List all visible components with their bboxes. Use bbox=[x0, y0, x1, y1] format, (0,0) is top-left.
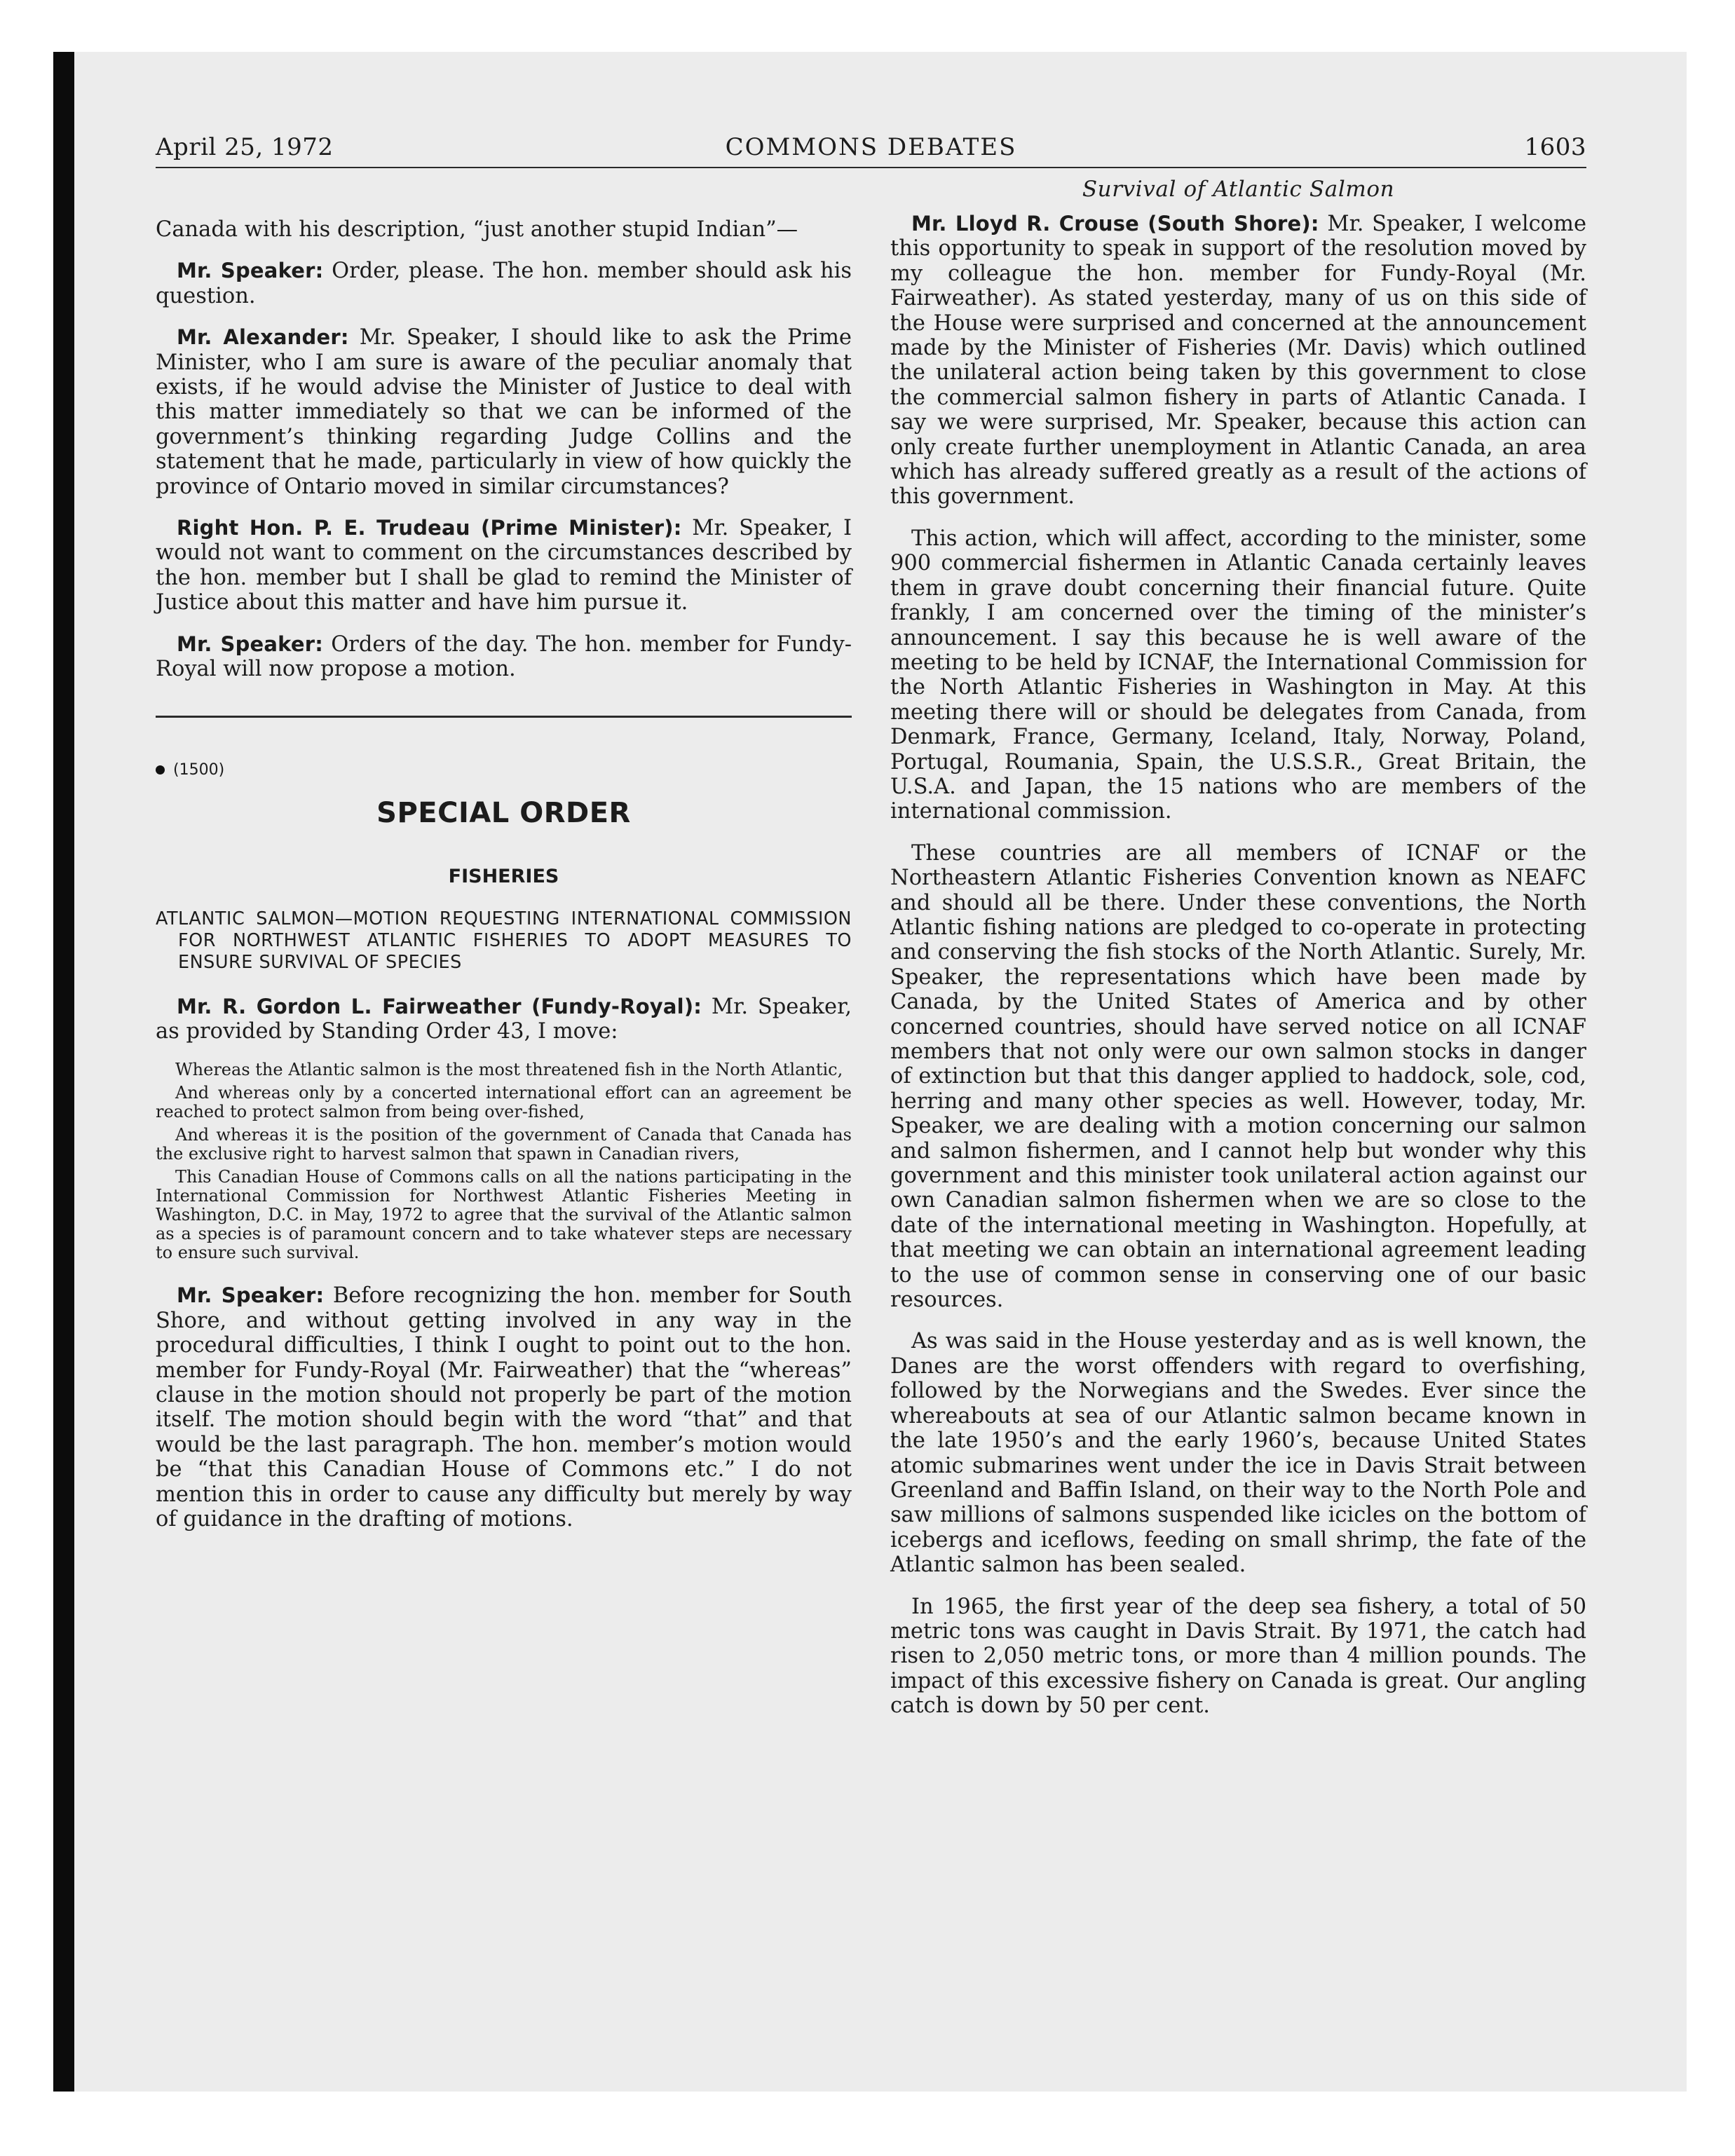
speech-text: Orders of the day. The hon. member for Fundy-Royal will now propose a motion. bbox=[156, 632, 852, 682]
continued-paragraph bbox=[156, 217, 852, 242]
speech-text: Mr. Speaker, as provided by Standing Order 43, I move: bbox=[156, 994, 852, 1044]
speaker-name: Mr. Lloyd R. Crouse (South Shore): bbox=[911, 212, 1319, 236]
header-title: COMMONS DEBATES bbox=[725, 133, 1017, 161]
speaker-name: Mr. R. Gordon L. Fairweather (Fundy-Royal): bbox=[177, 994, 702, 1018]
motion-clause: Whereas the Atlantic salmon is the most threatened fish in the North Atlantic, bbox=[175, 1060, 843, 1080]
motion-clause: And whereas it is the position of the government of Canada that Canada has the exclusive right to harvest salmon that spawn in Canadian rivers, bbox=[156, 1125, 852, 1164]
document-page bbox=[156, 133, 1586, 1928]
motion-text-block bbox=[156, 1060, 852, 1262]
speech-text: Mr. Speaker, I would not want to comment on the circumstances described by the hon. member but I shall be glad to remind the Minister of Justice about this matter and have him pursue it. bbox=[156, 516, 852, 615]
body-paragraph: This action, which will affect, according to the minister, some 900 commercial fishermen in Atlantic Canada certainly leaves them in grave doubt concerning their financial future. Quite frankly, I am concerned over the timing of the minister’s announcement. I say this because he is well aware of the meeting to be held by ICNAF, the International Commission for the North Atlantic Fisheries in Washington in May. At this meeting there will or should be delegates from Canada, from Denmark, France, Germany, Iceland, Italy, Norway, Poland, Portugal, Roumania, Spain, the U.S.S.R., Great Britain, the U.S.A. and Japan, the 15 nations who are members of the international commission. bbox=[890, 526, 1586, 824]
left-column bbox=[156, 217, 852, 1548]
speech-paragraph bbox=[156, 259, 852, 308]
body-paragraph: In 1965, the first year of the deep sea fishery, a total of 50 metric tons was caught in Davis Strait. By 1971, the catch had risen to 2,050 metric tons, or more than 4 million pounds. The impact of this excessive fishery on Canada is great. Our angling catch is down by 50 per cent. bbox=[890, 1594, 1586, 1719]
speech-paragraph bbox=[156, 632, 852, 682]
speaker-name: Mr. Speaker: bbox=[177, 632, 324, 656]
header-rule bbox=[156, 167, 1586, 168]
header-date: April 25, 1972 bbox=[156, 133, 334, 161]
bullet-icon bbox=[156, 765, 165, 775]
body-paragraph: As was said in the House yesterday and as is well known, the Danes are the worst offenders with regard to overfishing, followed by the Norwegians and the Swedes. Ever since the whereabouts at sea of our Atlantic salmon became known in the late 1950’s and the early 1960’s, because United States atomic submarines went under the ice in Davis Strait between Greenland and Baffin Island, on their way to the North Pole and saw millions of salmons suspended like icicles on the bottom of icebergs and iceflows, feeding on small shrimp, the fate of the Atlantic salmon has been sealed. bbox=[890, 1329, 1586, 1578]
speaker-name: Right Hon. P. E. Trudeau (Prime Minister): bbox=[177, 516, 682, 540]
section-divider bbox=[156, 716, 852, 718]
right-column bbox=[890, 177, 1586, 1735]
speech-text: Mr. Speaker, I welcome this opportunity to speak in support of the resolution moved by my colleague the hon. member for Fundy-Royal (Mr. Fairweather). As stated yesterday, many of us on this side of the House were surprised and concerned at the announcement made by the Minister of Fisheries (Mr. Davis) which outlined the unilateral action being taken by this government to close the commercial salmon fishery in parts of Atlantic Canada. I say we were surprised, Mr. Speaker, because this action can only create further unemployment in Atlantic Canada, an area which has already suffered greatly as a result of the actions of this government. bbox=[890, 212, 1586, 510]
motion-clause: And whereas only by a concerted international effort can an agreement be reached to protect salmon from being over-fished, bbox=[156, 1083, 852, 1122]
speaker-name: Mr. Speaker: bbox=[177, 1283, 325, 1308]
speech-paragraph bbox=[156, 1283, 852, 1531]
header-page-number: 1603 bbox=[1524, 133, 1586, 161]
speech-text: Order, please. The hon. member should ask his question. bbox=[156, 259, 852, 308]
motion-topic: ATLANTIC SALMON—MOTION REQUESTING INTERNATIONAL COMMISSION FOR NORTHWEST ATLANTIC FISHERIES TO ADOPT MEASURES TO ENSURE SURVIVAL OF SPECIES bbox=[156, 908, 852, 973]
binding-edge bbox=[53, 52, 74, 2092]
speech-paragraph bbox=[156, 516, 852, 615]
body-paragraph: These countries are all members of ICNAF or the Northeastern Atlantic Fisheries Convention known as NEAFC and should all be there. Under these conventions, the North Atlantic fishing nations are pledged to co-operate in protecting and conserving the fish stocks of the North Atlantic. Surely, Mr. Speaker, the representations which have been made by Canada, by the United States of America and by other concerned countries, should have served notice on all ICNAF members that not only were our own salmon stocks in danger of extinction but that this danger applied to haddock, sole, cod, herring and many other species as well. However, today, Mr. Speaker, we are dealing with a motion concerning our salmon and salmon fishermen, and I cannot help but wonder why this government and this minister took unilateral action against our own Canadian salmon fishermen when we are so close to the date of the international meeting in Washington. Hopefully, at that meeting we can obtain an international agreement leading to the use of common sense in conserving one of our basic resources. bbox=[890, 840, 1586, 1313]
subsection-heading: FISHERIES bbox=[448, 865, 559, 887]
motion-clause: This Canadian House of Commons calls on all the nations participating in the International Commission for Northwest Atlantic Fisheries Meeting in Washington, D.C. in May, 1972 to agree that the survival of the Atlantic salmon as a species is of paramount concern and to take whatever steps are necessary to ensure such survival. bbox=[156, 1167, 852, 1263]
running-head bbox=[156, 133, 1586, 165]
speech-text: Mr. Speaker, I should like to ask the Prime Minister, who I am sure is aware of the peculiar anomaly that exists, if he would advise the Minister of Justice to deal with this matter immediately so that we can be informed of the government’s thinking regarding Judge Collins and the statement that he made, particularly in view of how quickly the province of Ontario moved in similar circumstances? bbox=[156, 325, 852, 499]
speech-paragraph bbox=[890, 212, 1586, 510]
speech-paragraph bbox=[156, 325, 852, 499]
speech-paragraph bbox=[156, 995, 852, 1044]
speaker-name: Mr. Alexander: bbox=[177, 325, 349, 350]
paragraph-text: Canada with his description, “just another stupid Indian”— bbox=[156, 217, 798, 242]
time-marker-text: (1500) bbox=[173, 760, 225, 779]
speaker-name: Mr. Speaker: bbox=[177, 259, 324, 283]
time-marker bbox=[156, 761, 852, 779]
subject-heading: Survival of Atlantic Salmon bbox=[1082, 177, 1395, 202]
speech-text: Before recognizing the hon. member for South Shore, and without getting involved in any way in the procedural difficulties, I think I ought to point out to the hon. member for Fundy-Royal (Mr. Fairweather) that the “whereas” clause in the motion should not properly be part of the motion itself. The motion should begin with the word “that” and that would be the last paragraph. The hon. member’s motion would be “that this Canadian House of Commons etc.” I do not mention this in order to cause any difficulty but merely by way of guidance in the drafting of motions. bbox=[156, 1283, 852, 1531]
section-heading: SPECIAL ORDER bbox=[376, 796, 631, 829]
